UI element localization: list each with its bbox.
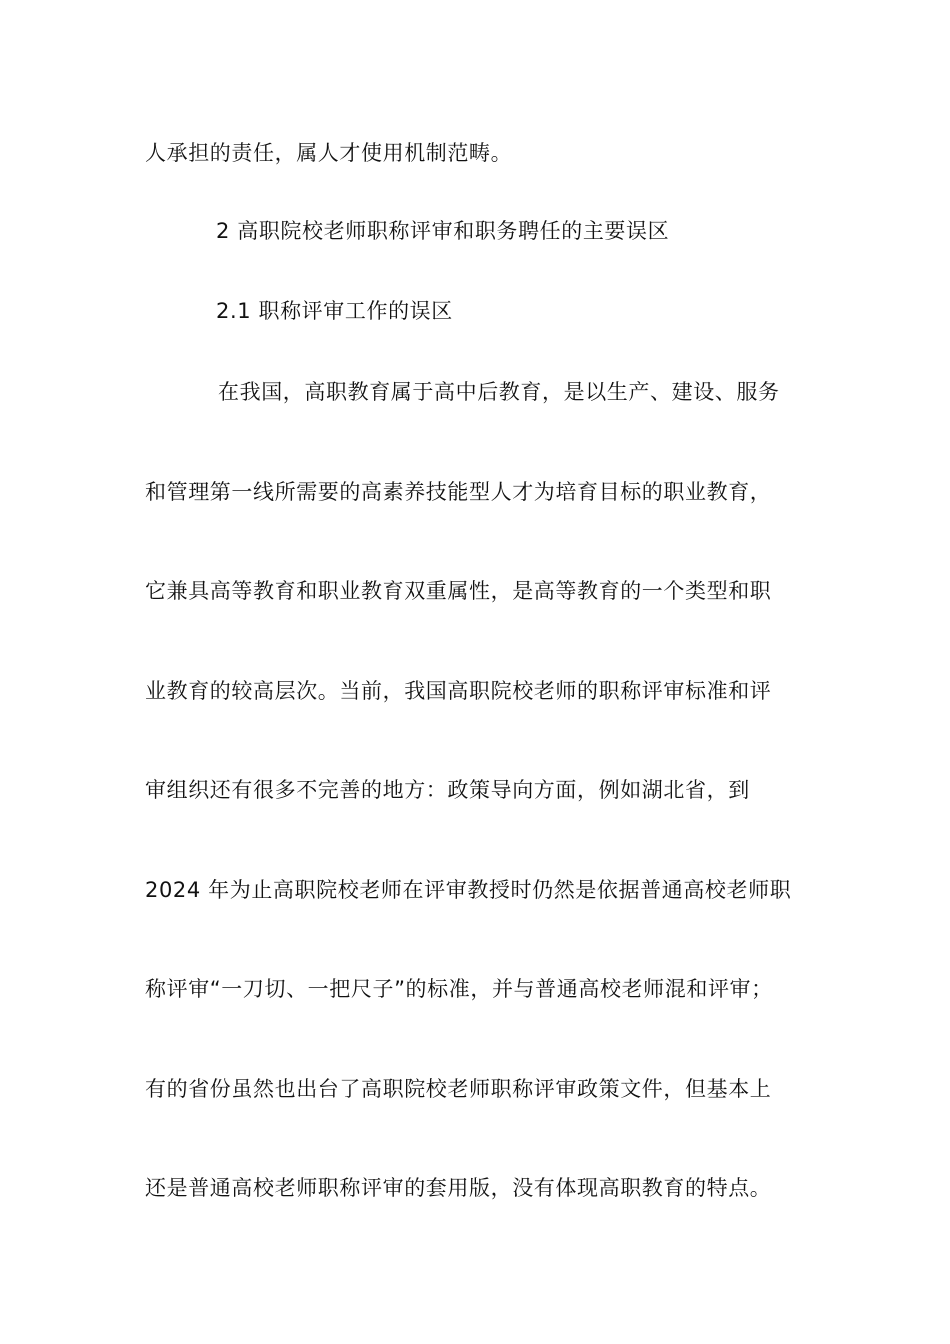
paragraph-line: 还是普通高校老师职称评审的套用版，没有体现高职教育的特点。 [145,1176,772,1200]
paragraph-line: 有的省份虽然也出台了高职院校老师职称评审政策文件，但基本上 [145,1077,772,1101]
paragraph-line: 人承担的责任，属人才使用机制范畴。 [145,141,513,165]
paragraph-line: 审组织还有很多不完善的地方：政策导向方面，例如湖北省，到 [145,778,750,802]
paragraph-line: 它兼具高等教育和职业教育双重属性，是高等教育的一个类型和职 [145,579,772,603]
subsection-heading: 2.1 职称评审工作的误区 [216,299,453,323]
paragraph-line: 2024 年为止高职院校老师在评审教授时仍然是依据普通高校老师职 [145,878,792,902]
paragraph-line: 在我国，高职教育属于高中后教育，是以生产、建设、服务 [218,380,780,404]
paragraph-line: 业教育的较高层次。当前，我国高职院校老师的职称评审标准和评 [145,679,772,703]
section-heading: 2 高职院校老师职称评审和职务聘任的主要误区 [216,219,670,243]
paragraph-line: 称评审“一刀切、一把尺子”的标准，并与普通高校老师混和评审； [145,977,773,1001]
paragraph-line: 和管理第一线所需要的高素养技能型人才为培育目标的职业教育， [145,480,772,504]
